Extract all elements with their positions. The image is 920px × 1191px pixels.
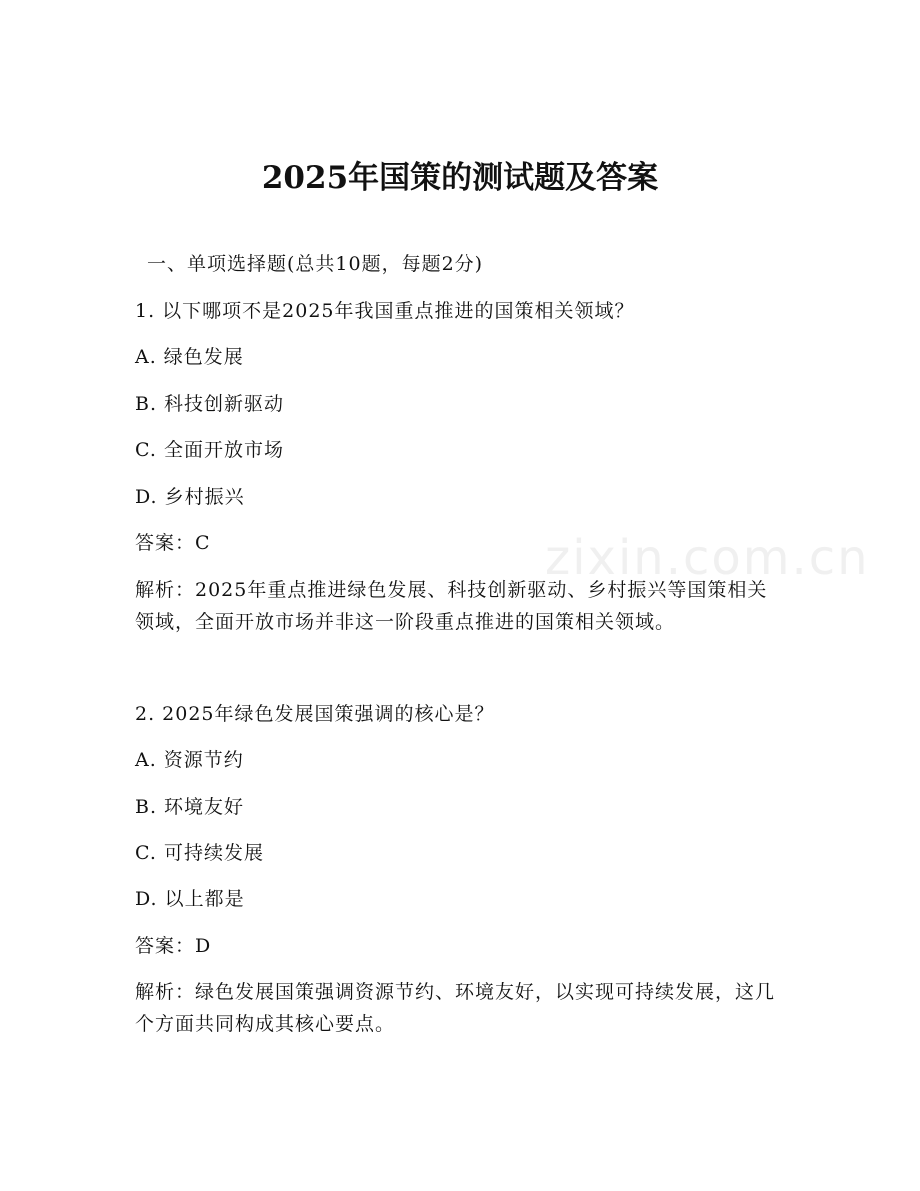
question-2-option-c: C. 可持续发展: [135, 842, 264, 864]
question-1-option-d: D. 乡村振兴: [135, 486, 245, 508]
question-2-answer: 答案：D: [135, 935, 212, 957]
section-heading: 一、单项选择题(总共10题，每题2分): [147, 253, 484, 275]
question-1-option-b: B. 科技创新驱动: [135, 393, 285, 415]
question-2-option-b: B. 环境友好: [135, 796, 245, 818]
question-1-option-c: C. 全面开放市场: [135, 439, 284, 461]
question-1-explanation: 解析：2025年重点推进绿色发展、科技创新驱动、乡村振兴等国策相关领域，全面开放市场并非这一阶段重点推进的国策相关领域。: [135, 579, 768, 633]
question-2-option-d: D. 以上都是: [135, 888, 245, 910]
question-2-stem: 2. 2025年绿色发展国策强调的核心是？: [135, 703, 495, 725]
question-1-option-a: A. 绿色发展: [135, 346, 244, 368]
watermark: zixin.com.cn: [545, 530, 870, 586]
question-1-stem: 1. 以下哪项不是2025年我国重点推进的国策相关领域？: [135, 300, 635, 322]
question-1-answer: 答案：C: [135, 532, 211, 554]
question-2-explanation: 解析：绿色发展国策强调资源节约、环境友好，以实现可持续发展，这几个方面共同构成其核心要点。: [135, 981, 776, 1035]
document-title: 2025年国策的测试题及答案: [261, 160, 659, 196]
question-2-option-a: A. 资源节约: [135, 749, 244, 771]
